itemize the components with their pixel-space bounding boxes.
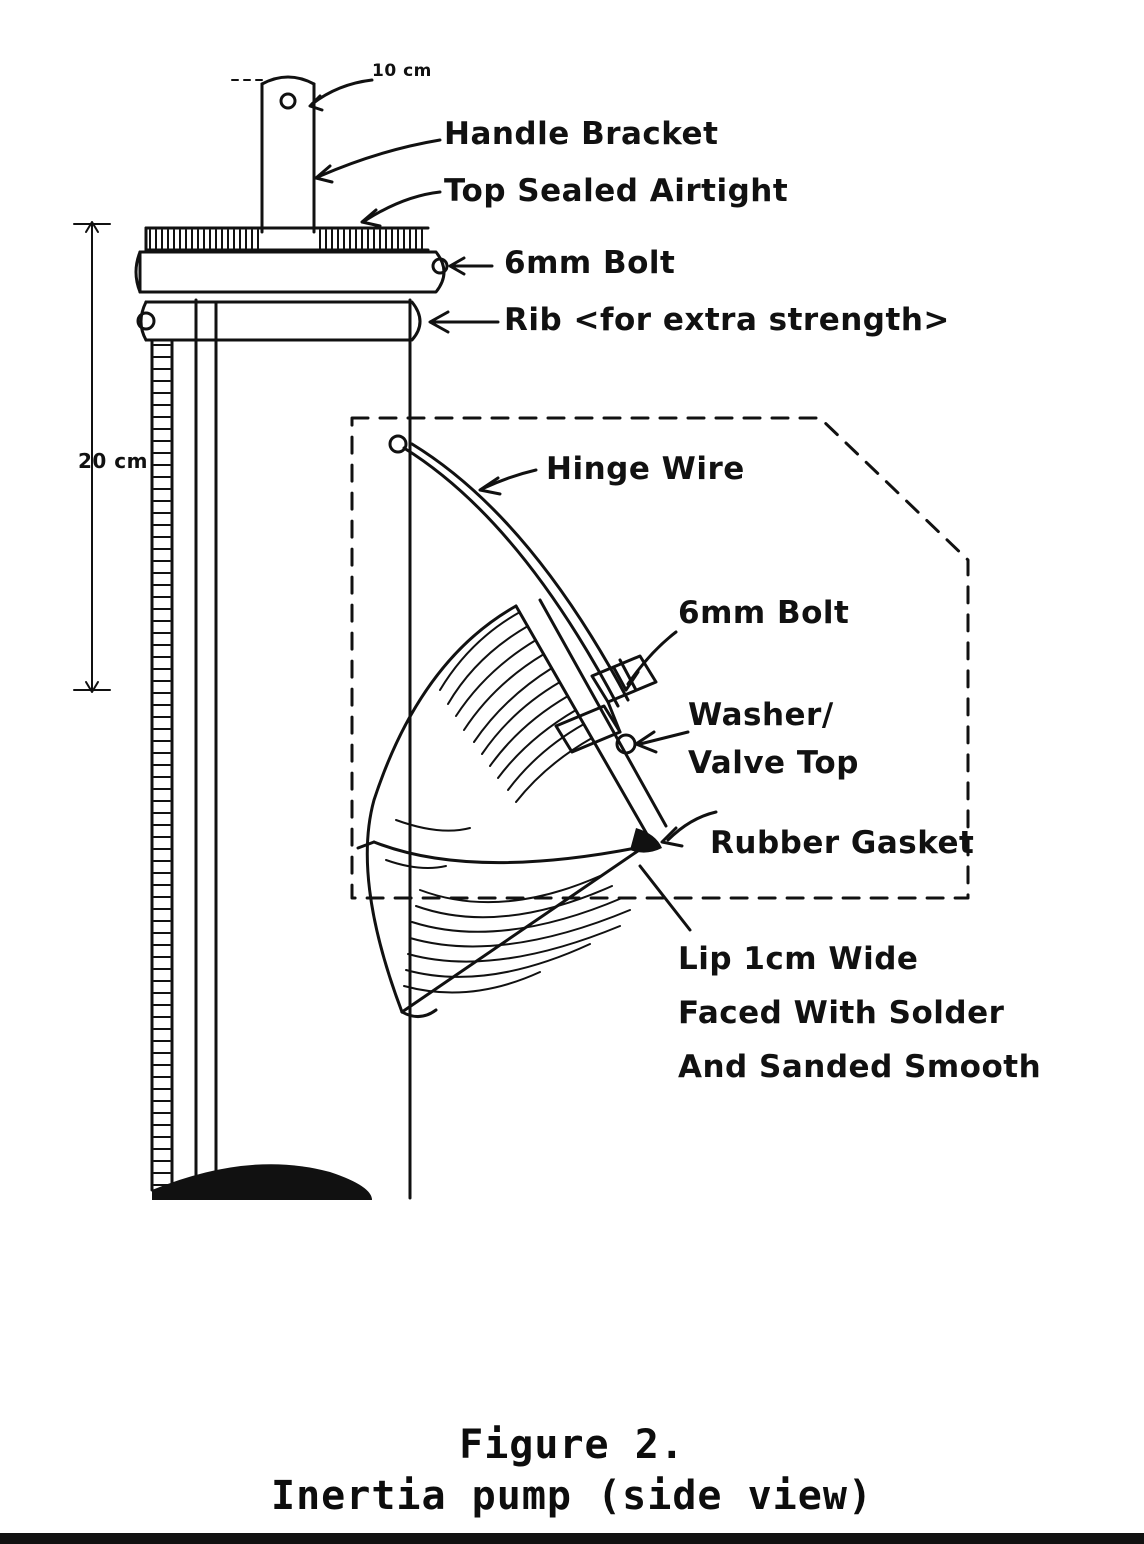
pipe-bottom-shadow	[152, 1164, 372, 1200]
annotation-lip-line3: And Sanded Smooth	[678, 1049, 1042, 1085]
dimension-body-height-label: 20 cm	[78, 449, 148, 473]
collar-flange	[136, 252, 447, 292]
handle-bracket-shape	[262, 77, 314, 232]
annotation-rib: Rib <for extra strength>	[504, 302, 950, 338]
top-cap	[146, 228, 428, 250]
page-footer-rule	[0, 1533, 1144, 1544]
annotation-washer-valve-top-line2: Valve Top	[688, 745, 859, 781]
dimension-top-width-label: 10 cm	[372, 61, 432, 81]
annotation-bolt-valve: 6mm Bolt	[678, 595, 850, 631]
pipe-wall-shading	[154, 345, 170, 1185]
annotation-rubber-gasket: Rubber Gasket	[710, 825, 975, 861]
rib-ring	[138, 302, 420, 340]
pipe-body	[152, 300, 410, 1198]
bracket-bolt-hole	[281, 94, 295, 108]
annotation-lip-line1: Lip 1cm Wide	[678, 941, 919, 977]
figure-caption-line1: Figure 2.	[459, 1422, 685, 1468]
annotation-hinge-wire: Hinge Wire	[546, 451, 745, 487]
annotation-lip-line2: Faced With Solder	[678, 995, 1005, 1031]
figure-caption-line2: Inertia pump (side view)	[271, 1473, 873, 1519]
annotation-washer-valve-top-line1: Washer/	[688, 697, 834, 733]
valve-flap-shading	[386, 612, 630, 992]
annotation-bolt-top: 6mm Bolt	[504, 245, 676, 281]
annotation-handle-bracket: Handle Bracket	[444, 116, 719, 152]
annotation-top-sealed-airtight: Top Sealed Airtight	[444, 173, 789, 209]
